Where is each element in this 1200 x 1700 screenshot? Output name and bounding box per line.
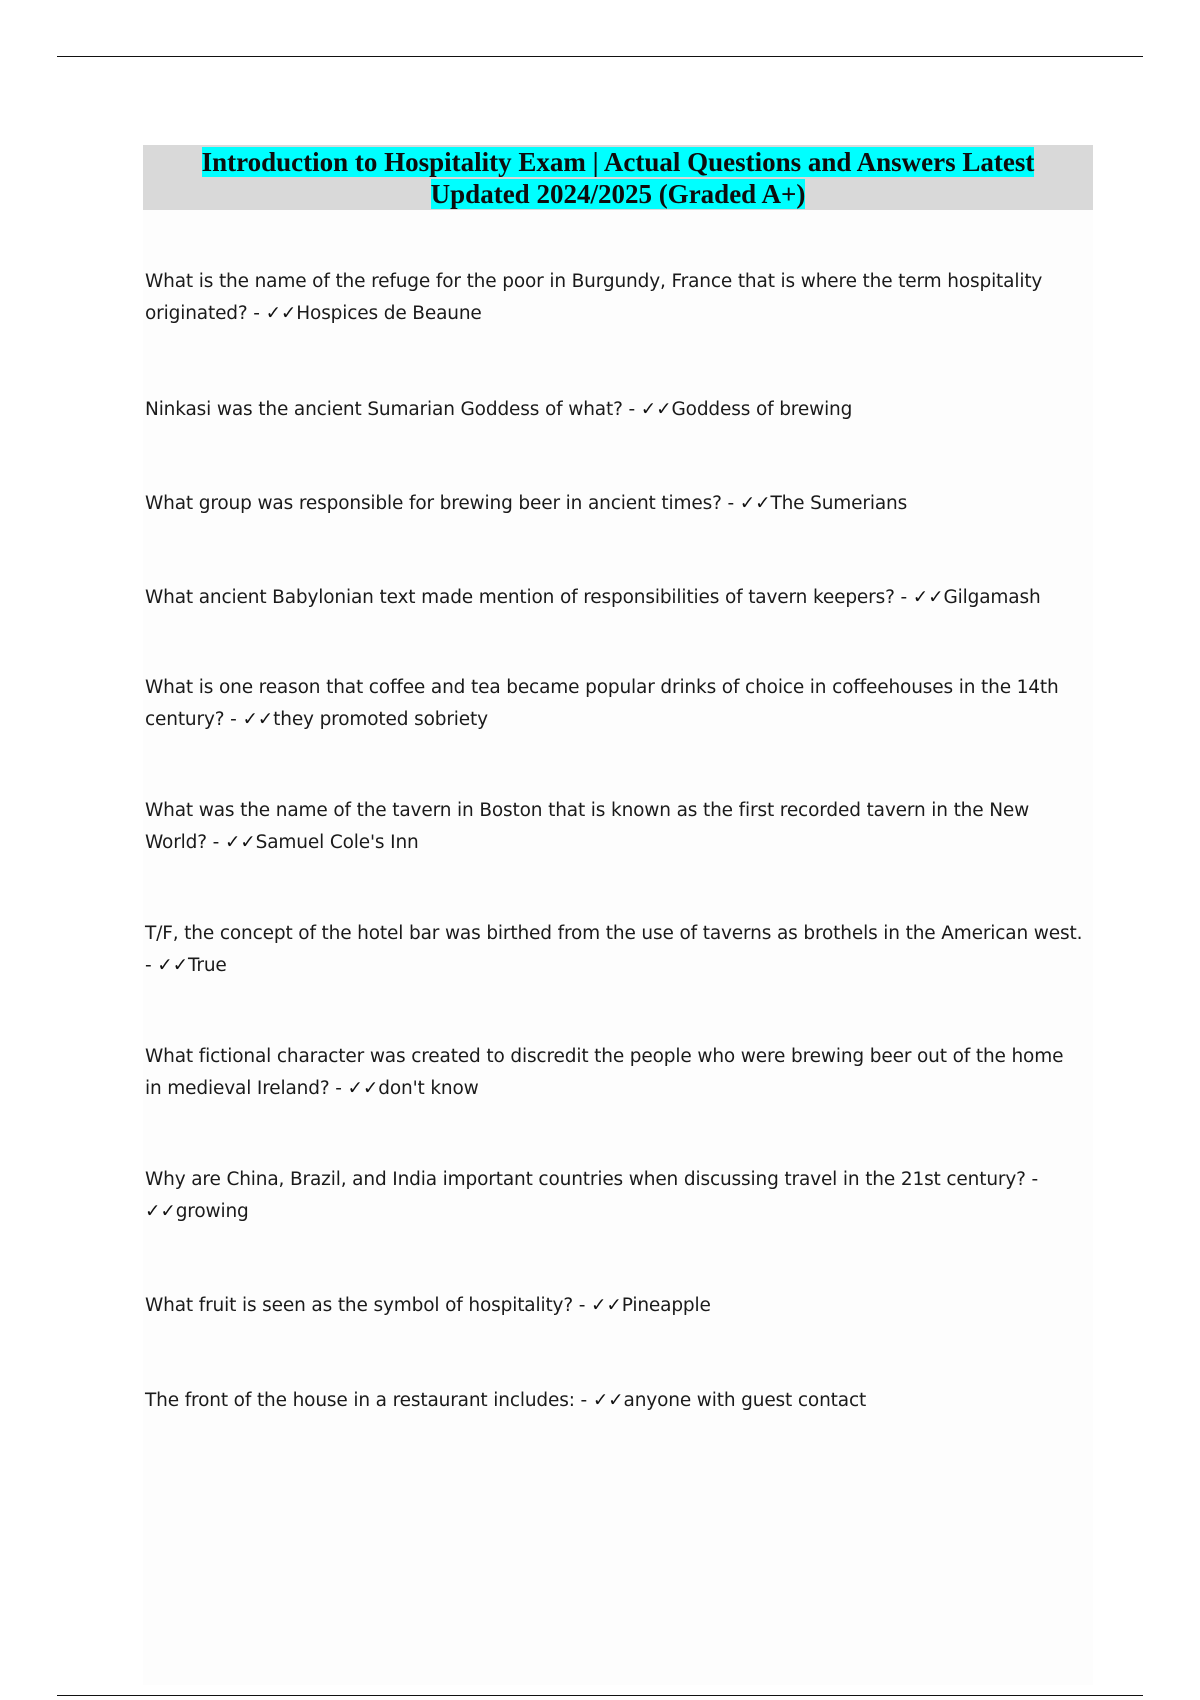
double-check-icon: ✓✓: [640, 399, 672, 420]
qa-item: [145, 672, 1085, 736]
double-check-icon: ✓✓: [265, 303, 297, 324]
double-check-icon: ✓✓: [591, 1295, 622, 1316]
double-check-icon: ✓✓: [242, 709, 274, 730]
question-text: The front of the house in a restaurant includes:: [145, 1390, 575, 1411]
qa-item: [145, 488, 1085, 520]
double-check-icon: ✓✓: [592, 1390, 624, 1411]
page-content-area: [143, 145, 1093, 1685]
question-text: What was the name of the tavern in Boston that is known as the first recorded tavern in the New World?: [145, 800, 1030, 853]
double-check-icon: ✓✓: [739, 493, 771, 514]
question-text: What group was responsible for brewing beer in ancient times?: [145, 493, 722, 514]
question-text: What is the name of the refuge for the poor in Burgundy, France that is where the term hospitality originated?: [145, 271, 1043, 324]
separator: -: [721, 493, 740, 514]
question-text: What ancient Babylonian text made mention of responsibilities of tavern keepers?: [145, 587, 895, 608]
answer-text: they promoted sobriety: [273, 709, 488, 730]
separator: -: [1025, 1169, 1039, 1190]
qa-item: [145, 582, 1085, 614]
separator: -: [574, 1390, 593, 1411]
qa-item: [145, 918, 1085, 982]
answer-text: Goddess of brewing: [671, 399, 853, 420]
double-check-icon: ✓✓: [145, 1201, 176, 1222]
double-check-icon: ✓✓: [347, 1078, 379, 1099]
qa-item: [145, 394, 1085, 426]
answer-text: growing: [175, 1201, 249, 1222]
title-line-1: Introduction to Hospitality Exam | Actual Questions and Answers Latest: [201, 147, 1035, 177]
answer-text: Samuel Cole's Inn: [255, 832, 419, 853]
question-text: What is one reason that coffee and tea became popular drinks of choice in coffeehouses in the 14th century?: [145, 677, 1059, 730]
separator: -: [224, 709, 243, 730]
separator: -: [573, 1295, 592, 1316]
qa-item: [145, 266, 1085, 330]
document-title: [143, 145, 1093, 210]
question-text: Ninkasi was the ancient Sumarian Goddess of what?: [145, 399, 623, 420]
double-check-icon: ✓✓: [912, 587, 944, 608]
double-check-icon: ✓✓: [157, 955, 188, 976]
qa-item: [145, 1164, 1085, 1228]
question-text: What fruit is seen as the symbol of hospitality?: [145, 1295, 574, 1316]
question-text: What fictional character was created to discredit the people who were brewing beer out of the home in medieval Ireland?: [145, 1046, 1064, 1099]
question-text: T/F, the concept of the hotel bar was birthed from the use of taverns as brothels in the American west.: [145, 923, 1083, 944]
question-text: Why are China, Brazil, and India important countries when discussing travel in the 21st century?: [145, 1169, 1026, 1190]
separator: -: [894, 587, 913, 608]
separator: -: [622, 399, 641, 420]
separator: -: [206, 832, 225, 853]
bottom-rule: [57, 1695, 1143, 1696]
qa-item: [145, 1290, 1085, 1322]
separator: -: [145, 955, 158, 976]
answer-text: True: [187, 955, 227, 976]
answer-text: anyone with guest contact: [623, 1390, 867, 1411]
separator: -: [329, 1078, 348, 1099]
answer-text: The Sumerians: [770, 493, 908, 514]
answer-text: Hospices de Beaune: [296, 303, 482, 324]
qa-item: [145, 1041, 1085, 1105]
separator: -: [247, 303, 266, 324]
title-line-2: Updated 2024/2025 (Graded A+): [430, 179, 806, 209]
top-rule: [57, 56, 1143, 57]
answer-text: Gilgamash: [943, 587, 1041, 608]
answer-text: Pineapple: [621, 1295, 711, 1316]
double-check-icon: ✓✓: [224, 832, 256, 853]
qa-item: [145, 1385, 1085, 1417]
qa-item: [145, 795, 1085, 859]
answer-text: don't know: [378, 1078, 479, 1099]
